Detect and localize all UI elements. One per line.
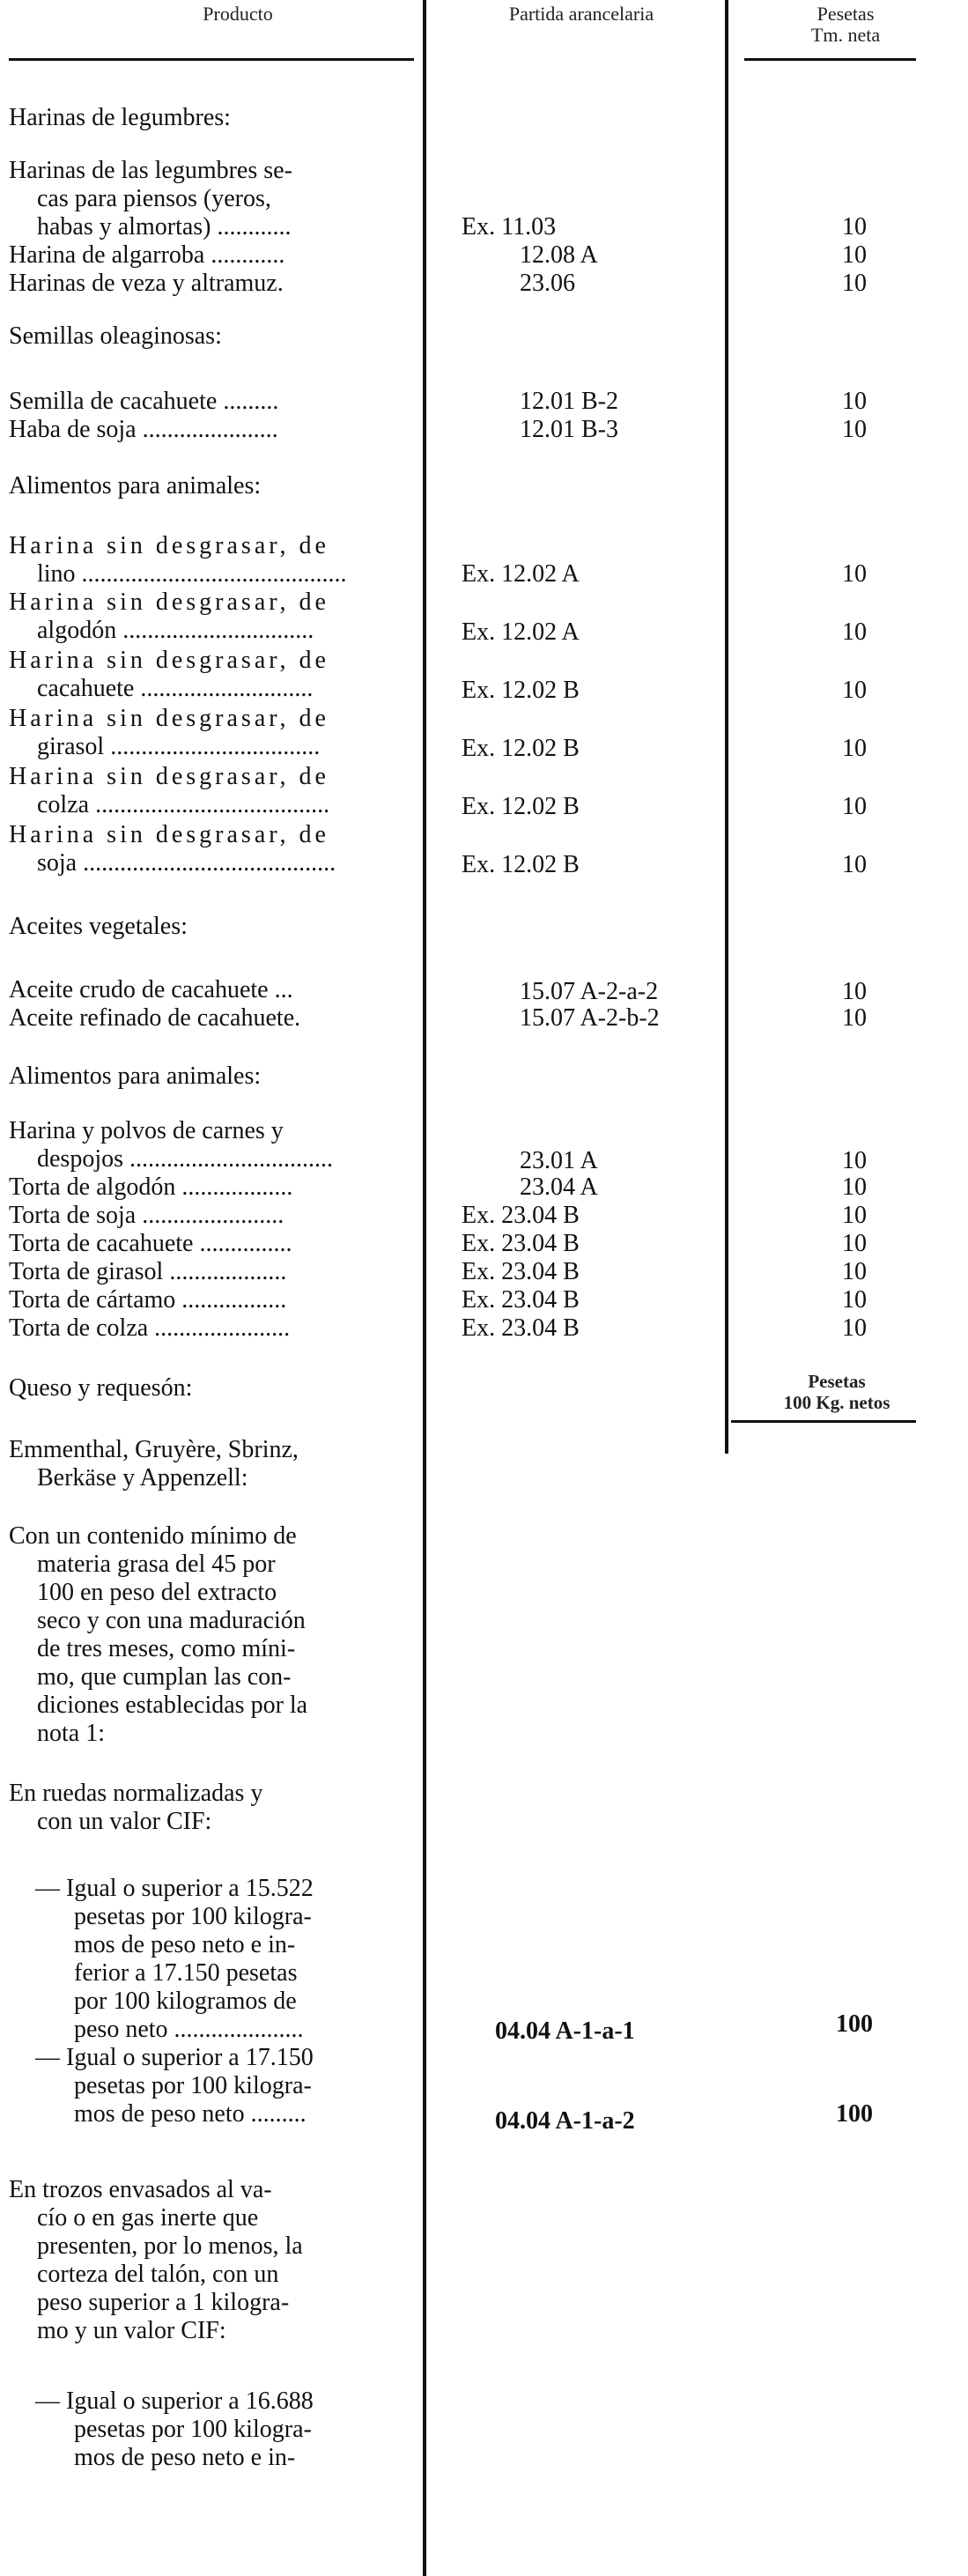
dash-item-line: mos de peso neto e in- bbox=[74, 1931, 296, 1958]
value-cell: 10 bbox=[842, 1230, 867, 1257]
header-tm-neta: Tm. neta bbox=[810, 24, 881, 46]
value-cell: 10 bbox=[842, 1286, 867, 1314]
partida-cell: 23.04 A bbox=[520, 1173, 598, 1201]
row-text: Berkäse y Appenzell: bbox=[37, 1464, 248, 1492]
row-text: Harina sin desgrasar, de bbox=[9, 532, 329, 559]
value-cell: 10 bbox=[842, 1173, 867, 1201]
paragraph-line: presenten, por lo menos, la bbox=[37, 2232, 303, 2260]
row-text: Semilla de cacahuete ......... bbox=[9, 388, 279, 415]
paragraph-line: de tres meses, como míni- bbox=[37, 1635, 296, 1662]
paragraph-line: seco y con una maduración bbox=[37, 1607, 306, 1634]
paragraph-line: Con un contenido mínimo de bbox=[9, 1522, 297, 1550]
partida-cell: Ex. 23.04 B bbox=[462, 1314, 580, 1342]
dash-item-line: — Igual o superior a 17.150 bbox=[35, 2044, 314, 2071]
value-cell: 10 bbox=[842, 851, 867, 878]
value-cell: 10 bbox=[842, 241, 867, 269]
section-title: Aceites vegetales: bbox=[9, 913, 188, 940]
header-pesetas: Pesetas bbox=[817, 3, 875, 25]
partida-cell: 23.06 bbox=[520, 270, 575, 297]
row-text: Torta de cártamo ................. bbox=[9, 1286, 287, 1314]
column-rule-left bbox=[423, 0, 426, 2576]
row-text: Torta de cacahuete ............... bbox=[9, 1230, 292, 1257]
dash-item-line: — Igual o superior a 15.522 bbox=[35, 1875, 314, 1902]
row-text: Torta de girasol ................... bbox=[9, 1258, 287, 1285]
partida-cell: 04.04 A-1-a-1 bbox=[495, 2017, 635, 2045]
partida-cell: 23.01 A bbox=[520, 1147, 598, 1174]
value-cell: 10 bbox=[842, 1258, 867, 1285]
partida-cell: Ex. 12.02 B bbox=[462, 735, 580, 762]
section-title: Harinas de legumbres: bbox=[9, 104, 231, 131]
dash-item-line: mos de peso neto ......... bbox=[74, 2100, 307, 2128]
section-title: Alimentos para animales: bbox=[9, 1062, 262, 1090]
paragraph-line: nota 1: bbox=[37, 1720, 105, 1747]
partida-cell: 15.07 A-2-a-2 bbox=[520, 978, 659, 1005]
paragraph-line: diciones establecidas por la bbox=[37, 1691, 308, 1719]
value-cell: 10 bbox=[842, 388, 867, 415]
value-cell: 10 bbox=[842, 1147, 867, 1174]
dash-item-line: pesetas por 100 kilogra- bbox=[74, 1903, 312, 1930]
paragraph-line: En trozos envasados al va- bbox=[9, 2176, 272, 2203]
row-text: lino ........................................... bbox=[37, 560, 347, 588]
value-cell: 10 bbox=[842, 270, 867, 297]
row-text: Torta de algodón .................. bbox=[9, 1173, 293, 1201]
dash-item-line: por 100 kilogramos de bbox=[74, 1988, 297, 2015]
row-text: Harina sin desgrasar, de bbox=[9, 647, 329, 674]
header-producto: Producto bbox=[203, 3, 273, 25]
dash-item-line: mos de peso neto e in- bbox=[74, 2444, 296, 2471]
row-text: Haba de soja ...................... bbox=[9, 416, 278, 443]
partida-cell: Ex. 23.04 B bbox=[462, 1258, 580, 1285]
row-text: algodón ............................... bbox=[37, 617, 314, 644]
partida-cell: Ex. 23.04 B bbox=[462, 1202, 580, 1229]
partida-cell: 12.08 A bbox=[520, 241, 598, 269]
dash-item-line: pesetas por 100 kilogra- bbox=[74, 2416, 312, 2443]
paragraph-line: con un valor CIF: bbox=[37, 1808, 212, 1835]
partida-cell: Ex. 11.03 bbox=[462, 213, 557, 241]
row-text: despojos ................................. bbox=[37, 1145, 333, 1173]
section-title: Queso y requesón: bbox=[9, 1374, 193, 1402]
value-cell: 100 bbox=[836, 2010, 873, 2038]
row-text: Harina sin desgrasar, de bbox=[9, 588, 329, 616]
partida-cell: Ex. 12.02 B bbox=[462, 851, 580, 878]
row-text: Torta de soja ....................... bbox=[9, 1202, 284, 1229]
row-text: cacahuete ............................ bbox=[37, 675, 314, 702]
row-text: Emmenthal, Gruyère, Sbrinz, bbox=[9, 1436, 299, 1463]
rule-pesetas-2 bbox=[731, 1420, 916, 1423]
value-cell: 100 bbox=[836, 2100, 873, 2128]
paragraph-line: corteza del talón, con un bbox=[37, 2261, 279, 2288]
value-cell: 10 bbox=[842, 618, 867, 646]
row-text: Harinas de las legumbres se- bbox=[9, 157, 292, 184]
row-text: Harina sin desgrasar, de bbox=[9, 705, 329, 732]
partida-cell: 04.04 A-1-a-2 bbox=[495, 2107, 635, 2135]
partida-cell: 15.07 A-2-b-2 bbox=[520, 1004, 660, 1032]
header-partida: Partida arancelaria bbox=[508, 3, 654, 25]
partida-cell: Ex. 23.04 B bbox=[462, 1230, 580, 1257]
value-cell: 10 bbox=[842, 793, 867, 820]
partida-cell: Ex. 12.02 A bbox=[462, 618, 580, 646]
row-text: Harina de algarroba ............ bbox=[9, 241, 285, 269]
row-text: habas y almortas) ............ bbox=[37, 213, 292, 241]
value-cell: 10 bbox=[842, 735, 867, 762]
paragraph-line: materia grasa del 45 por bbox=[37, 1551, 276, 1578]
paragraph-line: mo, que cumplan las con- bbox=[37, 1663, 292, 1691]
paragraph-line: 100 en peso del extracto bbox=[37, 1579, 277, 1606]
value-cell: 10 bbox=[842, 560, 867, 588]
partida-cell: Ex. 12.02 B bbox=[462, 793, 580, 820]
row-text: Aceite refinado de cacahuete. bbox=[9, 1004, 301, 1032]
header-pesetas-2: Pesetas bbox=[808, 1371, 866, 1392]
paragraph-line: mo y un valor CIF: bbox=[37, 2317, 226, 2344]
dash-item-line: ferior a 17.150 pesetas bbox=[74, 1959, 298, 1987]
row-text: Harina y polvos de carnes y bbox=[9, 1117, 284, 1144]
paragraph-line: peso superior a 1 kilogra- bbox=[37, 2289, 290, 2316]
value-cell: 10 bbox=[842, 1004, 867, 1032]
partida-cell: 12.01 B-2 bbox=[520, 388, 618, 415]
row-text: Torta de colza ...................... bbox=[9, 1314, 291, 1342]
value-cell: 10 bbox=[842, 1314, 867, 1342]
row-text: Harina sin desgrasar, de bbox=[9, 763, 329, 790]
section-title: Alimentos para animales: bbox=[9, 472, 262, 500]
row-text: colza ...................................... bbox=[37, 791, 330, 818]
value-cell: 10 bbox=[842, 416, 867, 443]
row-text: cas para piensos (yeros, bbox=[37, 185, 271, 212]
partida-cell: Ex. 12.02 A bbox=[462, 560, 580, 588]
paragraph-line: En ruedas normalizadas y bbox=[9, 1780, 263, 1807]
partida-cell: 12.01 B-3 bbox=[520, 416, 618, 443]
row-text: soja ......................................... bbox=[37, 849, 336, 877]
partida-cell: Ex. 12.02 B bbox=[462, 677, 580, 704]
rule-pesetas bbox=[744, 58, 916, 61]
row-text: Aceite crudo de cacahuete ... bbox=[9, 976, 293, 1003]
dash-item-line: — Igual o superior a 16.688 bbox=[35, 2387, 314, 2415]
dash-item-line: pesetas por 100 kilogra- bbox=[74, 2072, 312, 2099]
rule-producto bbox=[9, 58, 414, 61]
paragraph-line: cío o en gas inerte que bbox=[37, 2204, 259, 2232]
value-cell: 10 bbox=[842, 677, 867, 704]
dash-item-line: peso neto ..................... bbox=[74, 2016, 304, 2043]
partida-cell: Ex. 23.04 B bbox=[462, 1286, 580, 1314]
header-100kg: 100 Kg. netos bbox=[783, 1392, 890, 1413]
column-rule-right bbox=[725, 0, 728, 1454]
row-text: Harina sin desgrasar, de bbox=[9, 821, 329, 848]
row-text: girasol .................................. bbox=[37, 733, 321, 760]
value-cell: 10 bbox=[842, 978, 867, 1005]
value-cell: 10 bbox=[842, 213, 867, 241]
value-cell: 10 bbox=[842, 1202, 867, 1229]
row-text: Harinas de veza y altramuz. bbox=[9, 270, 284, 297]
section-title: Semillas oleaginosas: bbox=[9, 322, 222, 350]
